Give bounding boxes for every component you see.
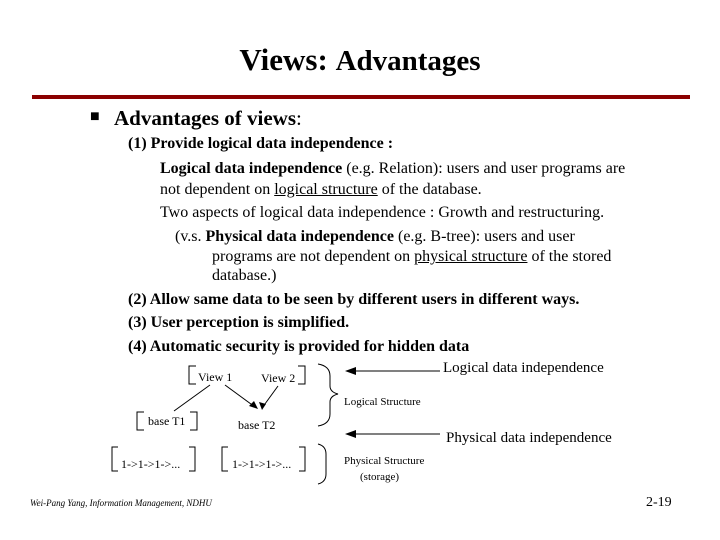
section-heading: Advantages of views: (114, 106, 302, 130)
physical-independence-arrowhead (345, 430, 356, 438)
chain2-bracket-right (299, 447, 305, 471)
view-bracket-left (189, 366, 196, 384)
logical-structure-brace (318, 364, 338, 426)
item-4: (4) Automatic security is provided for hidden data (128, 338, 470, 355)
logical-independence-arrowhead (345, 367, 356, 375)
view1-to-base2-line (225, 385, 255, 407)
item-3: (3) User perception is simplified. (128, 314, 350, 331)
item-1-line-5: programs are not dependent on physical structure of the stored (212, 248, 612, 265)
chain-2-label: 1->1->1->... (232, 457, 292, 471)
physical-structure-brace (318, 444, 326, 484)
storage-label: (storage) (360, 471, 400, 483)
view1-to-base2-arrowhead (249, 401, 258, 409)
view-bracket-right (298, 366, 305, 384)
item-2: (2) Allow same data to be seen by different users in different ways. (128, 291, 580, 308)
physical-data-independence-label: Physical data independence (446, 430, 612, 446)
logical-data-independence-label: Logical data independence (443, 360, 604, 376)
base-bracket-right (190, 412, 197, 430)
view1-to-base1-line (174, 385, 210, 411)
chain1-bracket-left (112, 447, 118, 471)
base-t1-label: base T1 (148, 414, 186, 428)
physical-structure-label: Physical Structure (344, 455, 425, 467)
base-t2-label: base T2 (238, 418, 276, 432)
title-rest: Advantages (335, 45, 481, 77)
chain-1-label: 1->1->1->... (121, 457, 181, 471)
page-number: 2-19 (646, 495, 672, 510)
chain1-bracket-right (189, 447, 195, 471)
item-1-line-6: database.) (212, 267, 277, 284)
item-1-line-1: Logical data independence (e.g. Relation): users and user programs are (160, 160, 626, 177)
item-1: (1) Provide logical data independence : (128, 135, 394, 152)
view-1-label: View 1 (198, 370, 233, 384)
item-1-line-4: (v.s. Physical data independence (e.g. B-tree): users and user (175, 228, 575, 245)
base-bracket-left (137, 412, 144, 430)
logical-structure-label: Logical Structure (344, 396, 421, 408)
chain2-bracket-left (222, 447, 228, 471)
item-1-line-3: Two aspects of logical data independence : Growth and restructuring. (160, 204, 605, 221)
square-bullet-icon: ■ (90, 108, 100, 125)
item-1-line-2: not dependent on logical structure of the database. (160, 181, 482, 198)
footer-author: Wei-Pang Yang, Information Management, NDHU (30, 498, 212, 508)
view-2-label: View 2 (261, 371, 296, 385)
title-main: Views: (239, 42, 328, 77)
